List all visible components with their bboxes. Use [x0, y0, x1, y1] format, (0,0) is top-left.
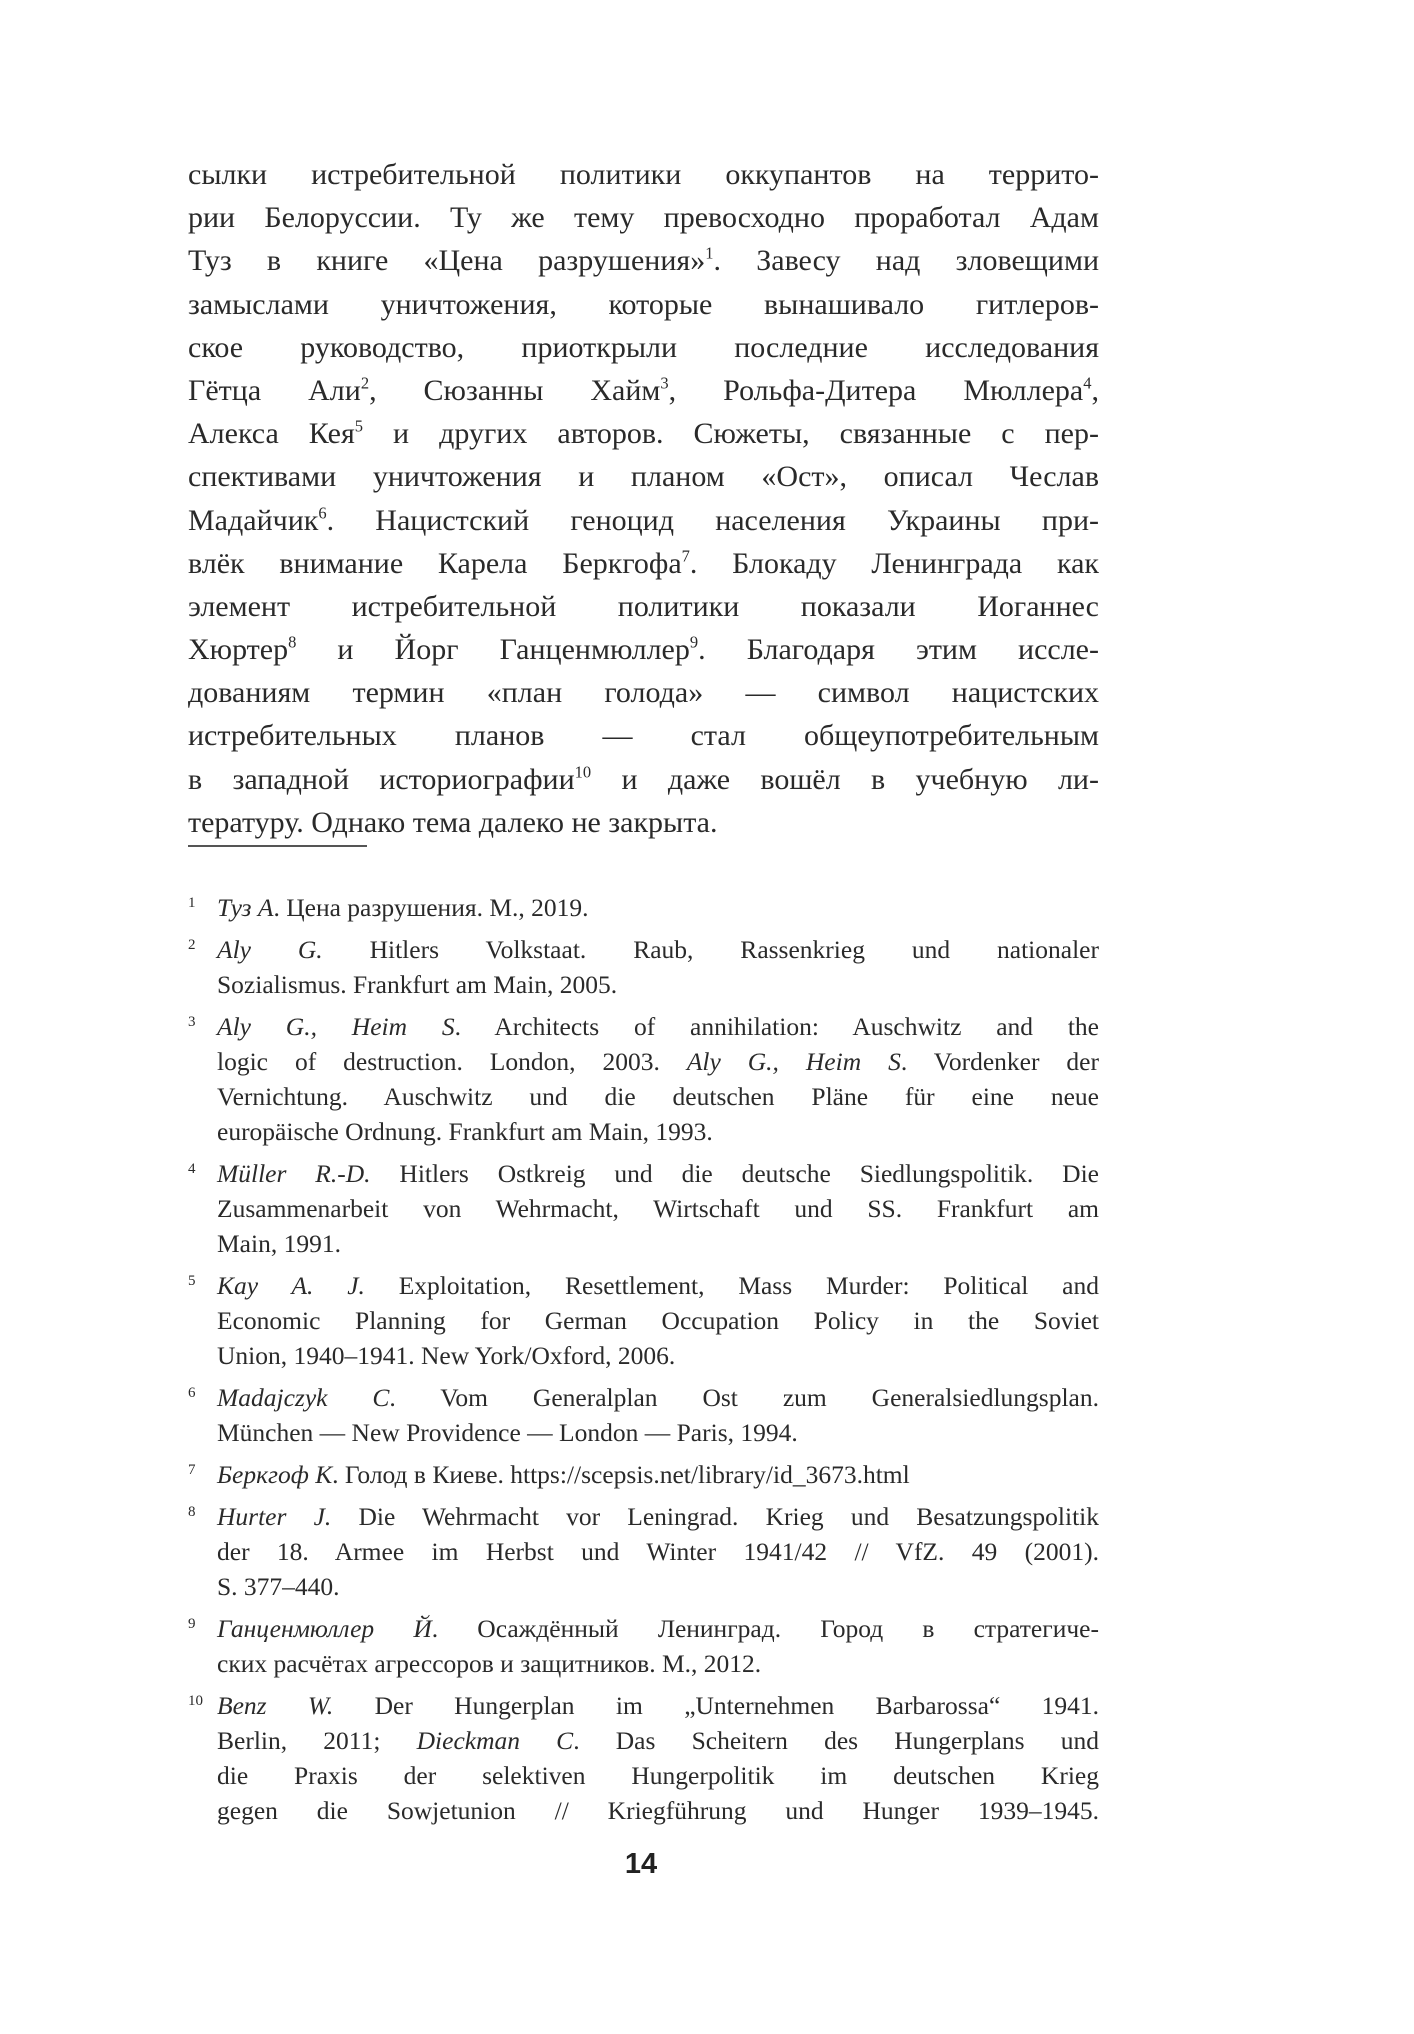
text-segment: Гётца Али	[188, 373, 361, 407]
text-segment: S. 377–440.	[217, 1572, 340, 1601]
line-content	[188, 542, 1099, 585]
line-content	[217, 1758, 1099, 1793]
footnote	[188, 1009, 1099, 1149]
footnote	[188, 1688, 1099, 1828]
text-segment: . Завесу над зловещими	[713, 244, 1099, 278]
text-line	[188, 326, 1099, 369]
author-name: Aly G., Heim S	[217, 1012, 455, 1041]
line-content	[217, 1268, 1099, 1303]
text-segment: Vernichtung. Auschwitz und die deutschen Pläne für eine neue	[217, 1082, 1099, 1111]
text-segment: истребительных планов — стал общеупотребительным	[188, 719, 1099, 753]
text-line	[217, 1793, 1099, 1828]
author-name: Dieckman C	[416, 1726, 574, 1755]
footnote-number: 4	[188, 1161, 196, 1177]
line-content	[188, 801, 1099, 844]
text-line	[217, 1044, 1099, 1079]
text-line	[217, 1723, 1099, 1758]
author-name: Aly G.	[217, 935, 323, 964]
text-segment: Union, 1940–1941. New York/Oxford, 2006.	[217, 1341, 676, 1370]
text-line	[217, 1499, 1099, 1534]
footnote-number: 10	[188, 1693, 203, 1709]
footnote-number: 8	[188, 1504, 196, 1520]
text-segment: , Рольфа-Дитера Мюллера	[668, 373, 1084, 407]
text-segment: Exploitation, Resettlement, Mass Murder: Political and	[364, 1271, 1099, 1300]
footnote	[188, 932, 1099, 1002]
text-line	[188, 758, 1099, 801]
line-content	[217, 1611, 1099, 1646]
footnote-separator	[188, 845, 367, 847]
footnote-number: 9	[188, 1616, 196, 1632]
line-content	[217, 1646, 1099, 1681]
text-line	[188, 542, 1099, 585]
footnote	[188, 1268, 1099, 1373]
text-line	[217, 1268, 1099, 1303]
line-content	[217, 1114, 1099, 1149]
footnote-ref[interactable]: 3	[660, 373, 669, 393]
line-content	[188, 283, 1099, 326]
text-segment: Der Hungerplan im „Unternehmen Barbarossa“ 1941.	[333, 1691, 1099, 1720]
text-line	[188, 283, 1099, 326]
text-segment: . Голод в Киеве. https://scepsis.net/library/id_3673.html	[332, 1460, 910, 1489]
text-segment: Economic Planning for German Occupation Policy in the Soviet	[217, 1306, 1099, 1335]
text-line	[217, 1688, 1099, 1723]
footnote-ref[interactable]: 2	[360, 373, 370, 393]
text-line	[217, 1534, 1099, 1569]
footnote-ref[interactable]: 7	[681, 546, 690, 566]
text-line	[217, 1415, 1099, 1450]
line-content	[217, 1688, 1099, 1723]
text-line	[188, 455, 1099, 498]
line-content	[217, 1009, 1099, 1044]
footnote	[188, 1611, 1099, 1681]
line-content	[188, 758, 1099, 801]
line-content	[217, 1156, 1099, 1191]
text-line	[217, 1226, 1099, 1261]
text-segment: Туз в книге «Цена разрушения»	[188, 244, 706, 278]
author-name: Беркгоф К	[217, 1460, 333, 1489]
text-segment: спективами уничтожения и планом «Ост», описал Чеслав	[188, 460, 1099, 494]
text-segment: . Vordenker der	[900, 1047, 1099, 1076]
text-line	[217, 1114, 1099, 1149]
footnote-number: 1	[188, 895, 196, 911]
text-line	[217, 1009, 1099, 1044]
line-content	[217, 1499, 1099, 1534]
text-line	[217, 1338, 1099, 1373]
line-content	[217, 1380, 1099, 1415]
text-segment: замыслами уничтожения, которые вынашивало гитлеров-	[188, 287, 1099, 321]
text-segment: элемент истребительной политики показали Иоганнес	[188, 589, 1099, 623]
author-name: Туз А	[217, 893, 274, 922]
text-segment: дованиям термин «план голода» — символ нацистских	[188, 676, 1099, 710]
line-content	[188, 628, 1099, 671]
text-segment: ское руководство, приоткрыли последние исследования	[188, 330, 1099, 364]
text-segment: Мадайчик	[188, 503, 319, 537]
text-segment: Berlin, 2011;	[217, 1726, 417, 1755]
line-content	[217, 1415, 1099, 1450]
text-segment: . Осаждённый Ленинград. Город в стратегиче-	[431, 1614, 1099, 1643]
text-segment: влёк внимание Карела Беркгофа	[188, 546, 682, 580]
text-segment: в западной историографии	[188, 762, 575, 796]
text-segment: ских расчётах агрессоров и защитников. М., 2012.	[217, 1649, 762, 1678]
text-segment: Hitlers Volkstaat. Raub, Rassenkrieg und nationaler	[322, 935, 1099, 964]
text-segment: . Благодаря этим иссле-	[698, 633, 1099, 667]
text-line	[188, 499, 1099, 542]
author-name: Hurter J.	[217, 1502, 332, 1531]
footnote	[188, 1499, 1099, 1604]
text-line	[188, 801, 1099, 844]
text-line	[217, 1191, 1099, 1226]
footnote-number: 2	[188, 937, 196, 953]
line-content	[217, 1079, 1099, 1114]
text-segment: Hitlers Ostkreig und die deutsche Siedlungspolitik. Die	[370, 1159, 1099, 1188]
text-line	[217, 1646, 1099, 1681]
footnote-ref[interactable]: 6	[318, 502, 327, 522]
text-segment: Sozialismus. Frankfurt am Main, 2005.	[217, 970, 618, 999]
footnote	[188, 890, 1099, 925]
line-content	[188, 239, 1099, 282]
line-content	[188, 412, 1099, 455]
text-line	[217, 1611, 1099, 1646]
line-content	[217, 1534, 1099, 1569]
footnote-number: 6	[188, 1385, 196, 1401]
text-line	[217, 1380, 1099, 1415]
text-line	[217, 1457, 1099, 1492]
text-line	[188, 714, 1099, 757]
body-text	[188, 153, 1099, 844]
line-content	[217, 967, 1099, 1002]
footnote-ref[interactable]: 4	[1083, 373, 1092, 393]
text-segment: Die Wehrmacht vor Leningrad. Krieg und Besatzungspolitik	[331, 1502, 1100, 1531]
text-segment: сылки истребительной политики оккупантов на террито-	[188, 158, 1099, 191]
text-line	[188, 369, 1099, 412]
line-content	[217, 1457, 1099, 1492]
text-segment: . Нацистский геноцид населения Украины при-	[326, 503, 1099, 537]
footnotes	[188, 890, 1099, 1835]
text-line	[188, 153, 1099, 196]
line-content	[188, 369, 1099, 412]
author-name: Müller R.-D.	[217, 1159, 371, 1188]
line-content	[217, 932, 1099, 967]
line-content	[217, 1793, 1099, 1828]
text-line	[188, 585, 1099, 628]
text-segment: ,	[1091, 373, 1099, 407]
footnote-ref[interactable]: 1	[705, 243, 714, 263]
text-segment: и даже вошёл в учебную ли-	[591, 762, 1099, 796]
footnote	[188, 1380, 1099, 1450]
line-content	[188, 671, 1099, 714]
line-content	[188, 585, 1099, 628]
author-name: Madajczyk C	[217, 1383, 390, 1412]
line-content	[217, 1044, 1099, 1079]
text-line	[188, 628, 1099, 671]
line-content	[188, 196, 1099, 239]
author-name: Kay A. J.	[217, 1271, 365, 1300]
text-segment: logic of destruction. London, 2003.	[217, 1047, 687, 1076]
author-name: Benz W.	[217, 1691, 334, 1720]
footnote-number: 3	[188, 1014, 196, 1030]
text-line	[188, 412, 1099, 455]
footnote-ref[interactable]: 5	[354, 416, 364, 436]
text-segment: рии Белоруссии. Ту же тему превосходно проработал Адам	[188, 201, 1099, 235]
text-line	[188, 196, 1099, 239]
author-name: Ганценмюллер Й	[217, 1614, 432, 1643]
text-line	[217, 1758, 1099, 1793]
line-content	[188, 499, 1099, 542]
text-segment: Main, 1991.	[217, 1229, 341, 1258]
text-line	[217, 890, 1099, 925]
text-line	[217, 1303, 1099, 1338]
footnote	[188, 1457, 1099, 1492]
footnote-number: 7	[188, 1462, 196, 1478]
footnote-ref[interactable]: 9	[689, 632, 699, 652]
line-content	[217, 890, 1099, 925]
line-content	[217, 1191, 1099, 1226]
text-segment: . Цена разрушения. М., 2019.	[273, 893, 589, 922]
line-content	[217, 1569, 1099, 1604]
text-segment: der 18. Armee im Herbst und Winter 1941/42 // VfZ. 49 (2001).	[217, 1537, 1099, 1566]
text-segment: München — New Providence — London — Paris, 1994.	[217, 1418, 798, 1447]
text-line	[217, 932, 1099, 967]
footnote-ref[interactable]: 10	[574, 762, 592, 782]
author-name: Aly G., Heim S	[686, 1047, 901, 1076]
text-segment: . Architects of annihilation: Auschwitz and the	[454, 1012, 1099, 1041]
line-content	[188, 455, 1099, 498]
text-segment: и Йорг Ганценмюллер	[296, 633, 690, 667]
text-line	[217, 1569, 1099, 1604]
text-segment: Алекса Кея	[188, 417, 355, 451]
footnote	[188, 1156, 1099, 1261]
text-segment: , Сюзанны Хайм	[369, 373, 661, 407]
line-content	[217, 1226, 1099, 1261]
line-content	[217, 1303, 1099, 1338]
text-line	[188, 671, 1099, 714]
text-line	[217, 967, 1099, 1002]
text-segment: europäische Ordnung. Frankfurt am Main, 1993.	[217, 1117, 713, 1146]
line-content	[188, 153, 1099, 196]
footnote-number: 5	[188, 1273, 196, 1289]
line-content	[217, 1723, 1099, 1758]
text-segment: Хюртер	[188, 633, 289, 667]
text-segment: и других авторов. Сюжеты, связанные с пер-	[363, 417, 1099, 451]
line-content	[188, 326, 1099, 369]
footnote-ref[interactable]: 8	[288, 632, 297, 652]
text-line	[217, 1156, 1099, 1191]
line-content	[217, 1338, 1099, 1373]
line-content	[188, 714, 1099, 757]
text-segment: . Блокаду Ленинграда как	[689, 546, 1099, 580]
text-line	[188, 239, 1099, 282]
text-segment: gegen die Sowjetunion // Kriegführung und Hunger 1939–1945.	[217, 1796, 1099, 1825]
text-segment: тературу. Однако тема далеко не закрыта.	[188, 805, 718, 839]
text-segment: die Praxis der selektiven Hungerpolitik im deutschen Krieg	[217, 1761, 1099, 1790]
text-segment: Zusammenarbeit von Wehrmacht, Wirtschaft und SS. Frankfurt am	[217, 1194, 1099, 1223]
text-segment: . Das Scheitern des Hungerplans und	[573, 1726, 1099, 1755]
text-segment: . Vom Generalplan Ost zum Generalsiedlungsplan.	[389, 1383, 1099, 1412]
page-number: 14	[624, 1848, 658, 1880]
text-line	[217, 1079, 1099, 1114]
